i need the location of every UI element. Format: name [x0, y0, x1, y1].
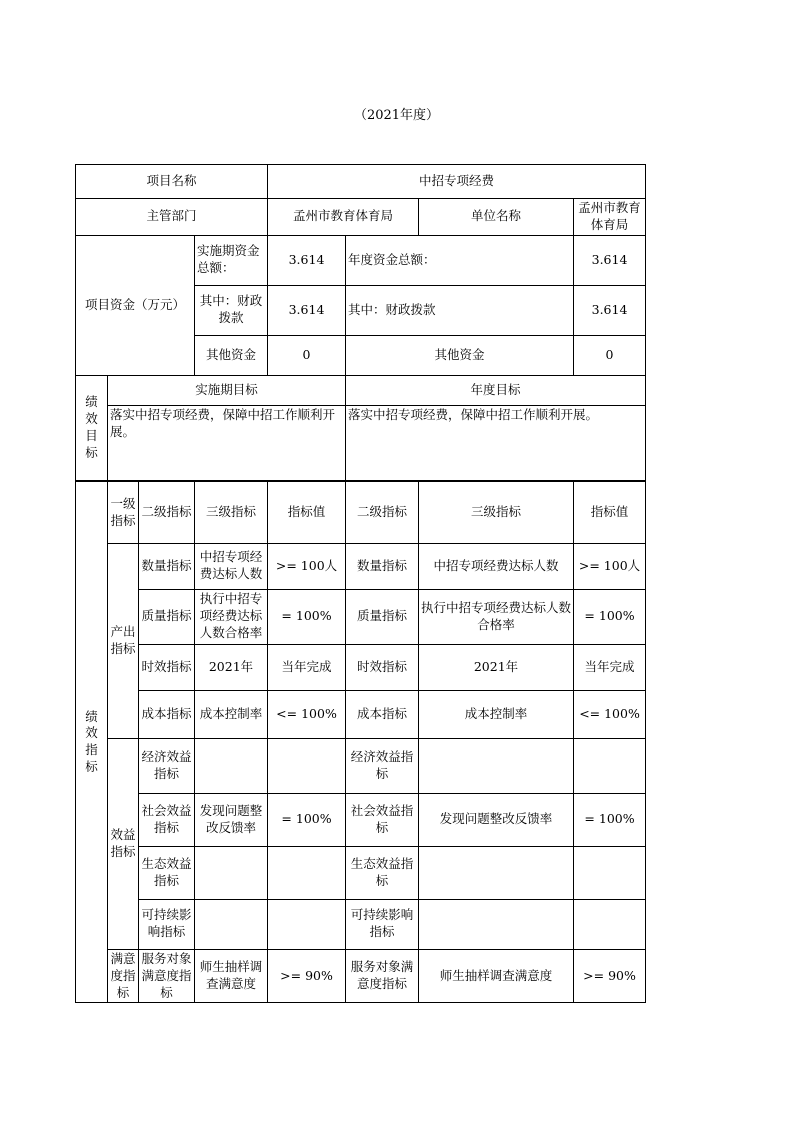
annual-level2-cell: 可持续影响指标 — [346, 899, 419, 949]
benefit-indicators-label: 效益指标 — [108, 738, 139, 949]
value-cell — [268, 899, 346, 949]
level2-cell: 生态效益指标 — [139, 846, 195, 899]
funds-annual-fiscal-label: 其中：财政拨款 — [346, 285, 574, 335]
annual-level3-cell: 执行中招专项经费达标人数合格率 — [419, 589, 574, 644]
annual-level2-cell: 成本指标 — [346, 690, 419, 738]
annual-level2-cell: 经济效益指标 — [346, 738, 419, 793]
funds-fiscal-value: 3.614 — [268, 285, 346, 335]
level2-cell: 服务对象满意度指标 — [139, 949, 195, 1003]
annual-level3-cell: 中招专项经费达标人数 — [419, 543, 574, 589]
level3-cell: 成本控制率 — [195, 690, 268, 738]
level3-cell: 师生抽样调查满意度 — [195, 949, 268, 1003]
annual-value-cell: >= 100人 — [574, 543, 646, 589]
performance-target-table — [75, 164, 646, 1003]
dept-value: 孟州市教育体育局 — [268, 199, 419, 236]
table-row — [76, 543, 646, 589]
table-row — [76, 846, 646, 899]
funds-other-label: 其他资金 — [195, 335, 268, 375]
indicators-label: 绩效指标 — [76, 481, 108, 1003]
level2-cell: 时效指标 — [139, 644, 195, 690]
output-indicators-label: 产出指标 — [108, 543, 139, 738]
annual-level3-cell: 成本控制率 — [419, 690, 574, 738]
header-level3: 三级指标 — [195, 481, 268, 543]
funds-annual-fiscal-value: 3.614 — [574, 285, 646, 335]
annual-value-cell — [574, 899, 646, 949]
annual-value-cell: >= 90% — [574, 949, 646, 1003]
annual-value-cell: <= 100% — [574, 690, 646, 738]
table-row — [76, 644, 646, 690]
value-cell: = 100% — [268, 793, 346, 846]
unit-value: 孟州市教育体育局 — [574, 199, 646, 236]
funds-annual-total-label: 年度资金总额： — [346, 235, 574, 285]
value-cell — [268, 738, 346, 793]
funds-annual-other-value: 0 — [574, 335, 646, 375]
header-annual-level3: 三级指标 — [419, 481, 574, 543]
annual-level3-cell: 师生抽样调查满意度 — [419, 949, 574, 1003]
level2-cell: 经济效益指标 — [139, 738, 195, 793]
annual-value-cell: = 100% — [574, 589, 646, 644]
header-annual-value: 指标值 — [574, 481, 646, 543]
level2-cell: 可持续影响指标 — [139, 899, 195, 949]
dept-label: 主管部门 — [76, 199, 268, 236]
annual-level2-cell: 质量指标 — [346, 589, 419, 644]
level3-cell: 发现问题整改反馈率 — [195, 793, 268, 846]
annual-level2-cell: 服务对象满意度指标 — [346, 949, 419, 1003]
unit-label: 单位名称 — [419, 199, 574, 236]
funds-annual-other-label: 其他资金 — [346, 335, 574, 375]
funds-total-label: 实施期资金总额： — [195, 235, 268, 285]
table-row — [76, 899, 646, 949]
value-cell: <= 100% — [268, 690, 346, 738]
level3-cell — [195, 846, 268, 899]
level3-cell — [195, 899, 268, 949]
header-level1: 一级指标 — [108, 481, 139, 543]
level3-cell: 执行中招专项经费达标人数合格率 — [195, 589, 268, 644]
project-name-value: 中招专项经费 — [268, 165, 646, 199]
funds-annual-total-value: 3.614 — [574, 235, 646, 285]
annual-level2-cell: 时效指标 — [346, 644, 419, 690]
annual-level3-cell — [419, 899, 574, 949]
goals-annual-header: 年度目标 — [346, 375, 646, 405]
annual-level3-cell: 发现问题整改反馈率 — [419, 793, 574, 846]
annual-value-cell — [574, 846, 646, 899]
goals-period-text: 落实中招专项经费，保障中招工作顺利开展。 — [108, 405, 346, 481]
level2-cell: 成本指标 — [139, 690, 195, 738]
table-row — [76, 589, 646, 644]
table-row — [76, 793, 646, 846]
level2-cell: 质量指标 — [139, 589, 195, 644]
satisfaction-indicators-label: 满意度指标 — [108, 949, 139, 1003]
annual-level2-cell: 社会效益指标 — [346, 793, 419, 846]
annual-level2-cell: 生态效益指标 — [346, 846, 419, 899]
table-row — [76, 738, 646, 793]
level2-cell: 社会效益指标 — [139, 793, 195, 846]
level3-cell — [195, 738, 268, 793]
annual-value-cell — [574, 738, 646, 793]
goals-period-header: 实施期目标 — [108, 375, 346, 405]
funds-other-value: 0 — [268, 335, 346, 375]
header-annual-level2: 二级指标 — [346, 481, 419, 543]
level3-cell: 中招专项经费达标人数 — [195, 543, 268, 589]
level2-cell: 数量指标 — [139, 543, 195, 589]
report-year: （2021年度） — [353, 108, 440, 123]
value-cell: = 100% — [268, 589, 346, 644]
value-cell: 当年完成 — [268, 644, 346, 690]
annual-level2-cell: 数量指标 — [346, 543, 419, 589]
annual-value-cell: = 100% — [574, 793, 646, 846]
funds-fiscal-label: 其中：财政拨款 — [195, 285, 268, 335]
value-cell — [268, 846, 346, 899]
funds-label: 项目资金（万元） — [76, 235, 195, 375]
annual-level3-cell — [419, 846, 574, 899]
header-level2: 二级指标 — [139, 481, 195, 543]
value-cell: >= 100人 — [268, 543, 346, 589]
project-name-label: 项目名称 — [76, 165, 268, 199]
value-cell: >= 90% — [268, 949, 346, 1003]
goals-label: 绩效目标 — [76, 375, 108, 481]
annual-value-cell: 当年完成 — [574, 644, 646, 690]
funds-total-value: 3.614 — [268, 235, 346, 285]
header-value: 指标值 — [268, 481, 346, 543]
table-row — [76, 949, 646, 1003]
annual-level3-cell — [419, 738, 574, 793]
goals-annual-text: 落实中招专项经费，保障中招工作顺利开展。 — [346, 405, 646, 481]
level3-cell: 2021年 — [195, 644, 268, 690]
table-row — [76, 690, 646, 738]
annual-level3-cell: 2021年 — [419, 644, 574, 690]
